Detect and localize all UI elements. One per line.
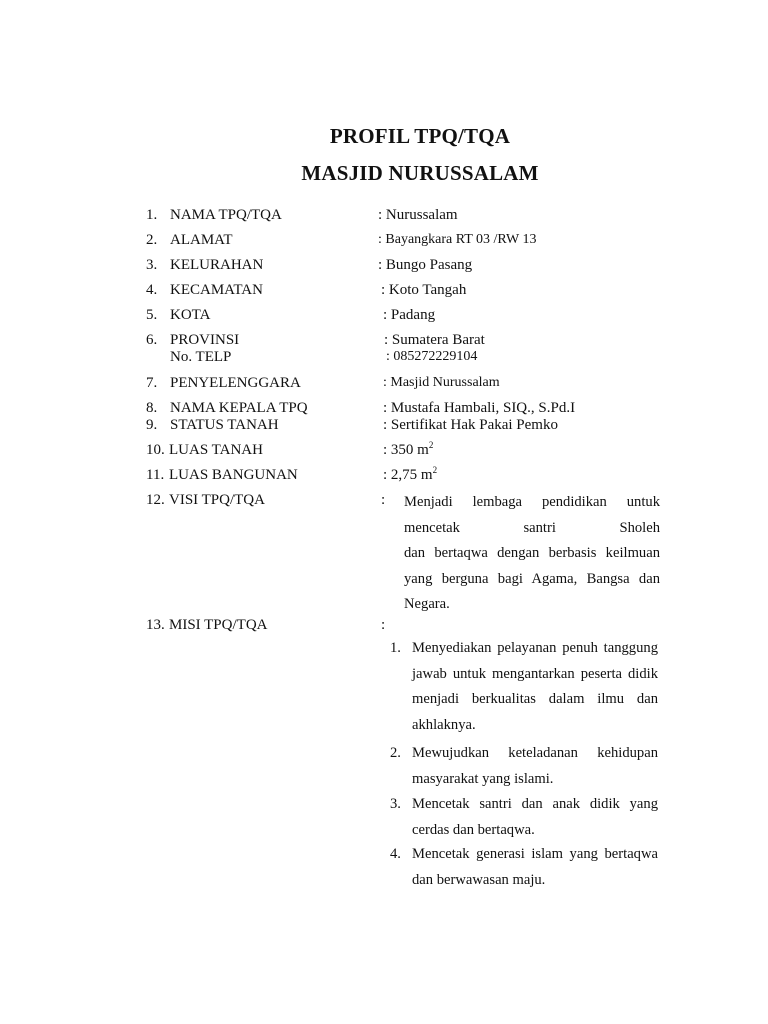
page-title: PROFIL TPQ/TQA xyxy=(329,124,511,148)
row-value: : Bungo Pasang xyxy=(378,257,473,273)
row-value: : Mustafa Hambali, SIQ., S.Pd.I xyxy=(383,400,576,416)
row-label: KELURAHAN xyxy=(170,257,264,273)
row-label: NAMA KEPALA TPQ xyxy=(170,400,308,416)
misi-number: 4. xyxy=(390,846,401,862)
row-label: LUAS TANAH xyxy=(169,442,263,458)
row-value: : 085272229104 xyxy=(386,349,478,364)
row-value: : Bayangkara RT 03 /RW 13 xyxy=(378,232,537,247)
row-value: : Koto Tangah xyxy=(381,282,467,298)
row-number: 5. xyxy=(146,307,158,323)
superscript: 2 xyxy=(428,440,434,450)
row-number: 11. xyxy=(146,467,165,483)
row-value: : Sumatera Barat xyxy=(384,332,485,348)
row-number: 2. xyxy=(146,232,158,248)
misi-text: Mencetak santri dan anak didik yang cerdas dan bertaqwa. xyxy=(412,796,658,838)
row-label: STATUS TANAH xyxy=(170,417,279,433)
misi-number: 2. xyxy=(390,745,401,761)
visi-line: yang berguna bagi Agama, Bangsa dan xyxy=(404,570,660,587)
misi-text: Menyediakan pelayanan penuh tanggung jawab untuk mengantarkan peserta didik menjadi berkualitas dalam ilmu dan akhlaknya. xyxy=(412,640,658,733)
row-value: : xyxy=(381,492,386,508)
visi-line: Menjadi lembaga pendidikan untuk xyxy=(404,494,660,510)
visi-line: mencetak santri Sholeh xyxy=(404,519,660,536)
row-label: KECAMATAN xyxy=(170,282,263,298)
superscript: 2 xyxy=(432,465,438,475)
row-number: 6. xyxy=(146,332,158,348)
misi-number: 1. xyxy=(390,640,401,656)
row-number: 8. xyxy=(146,400,158,416)
misi-number: 3. xyxy=(390,796,401,812)
row-number: 7. xyxy=(146,375,158,391)
row-label: NAMA TPQ/TQA xyxy=(170,207,282,223)
row-label: PENYELENGGARA xyxy=(170,375,301,391)
row-value: : xyxy=(381,617,386,633)
row-number: 12. xyxy=(146,492,165,508)
row-label: LUAS BANGUNAN xyxy=(169,467,298,483)
visi-line: Negara. xyxy=(404,596,450,612)
row-number: 4. xyxy=(146,282,158,298)
misi-text: Mewujudkan keteladanan kehidupan masyarakat yang islami. xyxy=(412,745,658,787)
page-subtitle: MASJID NURUSSALAM xyxy=(301,161,539,185)
row-label: KOTA xyxy=(170,307,211,323)
row-number: 9. xyxy=(146,417,158,433)
row-number: 10. xyxy=(146,442,165,458)
row-number: 1. xyxy=(146,207,158,223)
row-value: : Sertifikat Hak Pakai Pemko xyxy=(383,417,558,433)
row-value: : Padang xyxy=(383,307,436,323)
row-value: : 2,75 m xyxy=(383,467,433,483)
misi-text: Mencetak generasi islam yang bertaqwa dan berwawasan maju. xyxy=(412,846,658,888)
visi-line: dan bertaqwa dengan berbasis keilmuan xyxy=(404,545,660,561)
row-number: 13. xyxy=(146,617,165,633)
row-value: : Masjid Nurussalam xyxy=(383,375,500,390)
row-label: MISI TPQ/TQA xyxy=(169,617,268,633)
row-number: 3. xyxy=(146,257,158,273)
row-label: ALAMAT xyxy=(170,232,233,248)
row-label: VISI TPQ/TQA xyxy=(169,492,265,508)
row-label: No. TELP xyxy=(170,349,232,365)
row-value: : Nurussalam xyxy=(378,207,458,223)
row-label: PROVINSI xyxy=(170,332,240,348)
row-value: : 350 m xyxy=(383,442,429,458)
visi-text xyxy=(404,490,660,618)
